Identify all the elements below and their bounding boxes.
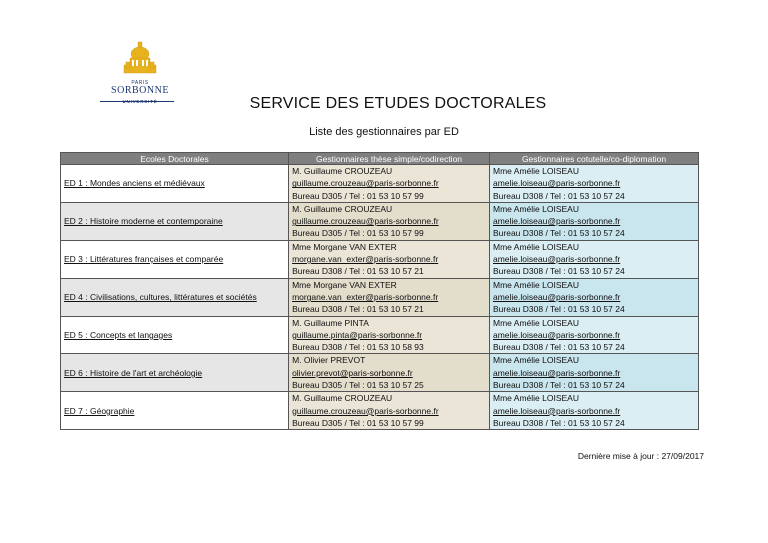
ed-name-cell: ED 6 : Histoire de l'art et archéologie: [61, 354, 289, 392]
table-row: [61, 354, 699, 392]
manager-email-link[interactable]: amelie.loiseau@paris-sorbonne.fr: [493, 178, 621, 189]
manager-name: Mme Amélie LOISEAU: [493, 317, 579, 328]
table-row: [61, 316, 699, 354]
manager-office: Bureau D308 / Tel : 01 53 10 57 24: [493, 380, 625, 391]
header-ecoles-doctorales: Ecoles Doctorales: [61, 153, 289, 165]
manager-simple-cell: [289, 165, 490, 203]
manager-email-link[interactable]: guillaume.crouzeau@paris-sorbonne.fr: [292, 405, 439, 416]
manager-name: Mme Amélie LOISEAU: [493, 203, 579, 214]
ed-name-cell: ED 5 : Concepts et langages: [61, 316, 289, 354]
managers-table: [60, 152, 699, 430]
manager-email-link[interactable]: amelie.loiseau@paris-sorbonne.fr: [493, 291, 621, 302]
manager-office: Bureau D308 / Tel : 01 53 10 57 24: [493, 190, 625, 201]
manager-office: Bureau D308 / Tel : 01 53 10 57 24: [493, 417, 625, 428]
last-update: Dernière mise à jour : 27/09/2017: [577, 451, 704, 461]
table-row: [61, 240, 699, 278]
manager-name: Mme Morgane VAN EXTER: [292, 241, 397, 252]
manager-office: Bureau D305 / Tel : 01 53 10 57 99: [292, 228, 424, 239]
manager-simple-cell: [289, 278, 490, 316]
manager-email-link[interactable]: amelie.loiseau@paris-sorbonne.fr: [493, 216, 621, 227]
manager-office: Bureau D305 / Tel : 01 53 10 57 25: [292, 380, 424, 391]
header-gestionnaires-simple: Gestionnaires thèse simple/codirection: [289, 153, 490, 165]
manager-name: Mme Amélie LOISEAU: [493, 166, 579, 176]
manager-email-link[interactable]: amelie.loiseau@paris-sorbonne.fr: [493, 254, 621, 265]
manager-name: Mme Amélie LOISEAU: [493, 355, 579, 366]
manager-email-link[interactable]: amelie.loiseau@paris-sorbonne.fr: [493, 405, 621, 416]
manager-email-link[interactable]: amelie.loiseau@paris-sorbonne.fr: [493, 367, 621, 378]
manager-office: Bureau D308 / Tel : 01 53 10 57 24: [493, 228, 625, 239]
manager-name: M. Olivier PREVOT: [292, 355, 366, 366]
manager-email-link[interactable]: guillaume.crouzeau@paris-sorbonne.fr: [292, 178, 439, 189]
manager-email-link[interactable]: morgane.van_exter@paris-sorbonne.fr: [292, 254, 439, 265]
page-subtitle: Liste des gestionnaires par ED: [309, 126, 459, 138]
table-body: [61, 165, 699, 430]
manager-cotutelle-cell: [490, 354, 699, 392]
manager-cotutelle-cell: [490, 278, 699, 316]
table-row: [61, 278, 699, 316]
manager-simple-cell: [289, 240, 490, 278]
manager-email-link[interactable]: amelie.loiseau@paris-sorbonne.fr: [493, 329, 621, 340]
manager-simple-cell: [289, 354, 490, 392]
ed-name-cell: ED 2 : Histoire moderne et contemporaine: [61, 202, 289, 240]
manager-office: Bureau D308 / Tel : 01 53 10 57 21: [292, 266, 424, 277]
ed-name-cell: ED 4 : Civilisations, cultures, littératures et sociétés: [61, 278, 289, 316]
page-title: SERVICE DES ETUDES DOCTORALES: [249, 95, 547, 112]
table-row: [61, 165, 699, 203]
table-row: [61, 392, 699, 430]
manager-email-link[interactable]: guillaume.crouzeau@paris-sorbonne.fr: [292, 216, 439, 227]
manager-name: Mme Amélie LOISEAU: [493, 279, 579, 290]
manager-office: Bureau D305 / Tel : 01 53 10 57 99: [292, 417, 424, 428]
logo-line-sorbonne: SORBONNE: [111, 85, 169, 96]
manager-name: M. Guillaume CROUZEAU: [292, 166, 393, 176]
manager-office: Bureau D308 / Tel : 01 53 10 57 24: [493, 266, 625, 277]
header-gestionnaires-cotutelle: Gestionnaires cotutelle/co-diplomation: [490, 153, 699, 165]
manager-name: Mme Amélie LOISEAU: [493, 393, 579, 404]
ed-name-cell: ED 3 : Littératures françaises et comparée: [61, 240, 289, 278]
manager-cotutelle-cell: [490, 202, 699, 240]
ed-name-cell: ED 1 : Mondes anciens et médiévaux: [61, 165, 289, 203]
manager-office: Bureau D305 / Tel : 01 53 10 57 99: [292, 190, 424, 201]
manager-email-link[interactable]: guillaume.pinta@paris-sorbonne.fr: [292, 329, 423, 340]
manager-simple-cell: [289, 392, 490, 430]
ed-name-cell: ED 7 : Géographie: [61, 392, 289, 430]
manager-cotutelle-cell: [490, 392, 699, 430]
manager-name: M. Guillaume CROUZEAU: [292, 393, 393, 404]
manager-office: Bureau D308 / Tel : 01 53 10 58 93: [292, 342, 424, 353]
logo-line-paris: PARIS: [131, 80, 149, 86]
manager-office: Bureau D308 / Tel : 01 53 10 57 21: [292, 304, 424, 315]
manager-email-link[interactable]: olivier.prevot@paris-sorbonne.fr: [292, 367, 413, 378]
table-header-row: [61, 153, 699, 165]
manager-office: Bureau D308 / Tel : 01 53 10 57 24: [493, 304, 625, 315]
manager-simple-cell: [289, 316, 490, 354]
manager-name: Mme Morgane VAN EXTER: [292, 279, 397, 290]
manager-cotutelle-cell: [490, 240, 699, 278]
manager-name: M. Guillaume PINTA: [292, 317, 369, 328]
manager-email-link[interactable]: morgane.van_exter@paris-sorbonne.fr: [292, 291, 439, 302]
manager-name: M. Guillaume CROUZEAU: [292, 203, 393, 214]
manager-name: Mme Amélie LOISEAU: [493, 241, 579, 252]
table-row: [61, 202, 699, 240]
manager-cotutelle-cell: [490, 165, 699, 203]
manager-simple-cell: [289, 202, 490, 240]
manager-office: Bureau D308 / Tel : 01 53 10 57 24: [493, 342, 625, 353]
manager-cotutelle-cell: [490, 316, 699, 354]
